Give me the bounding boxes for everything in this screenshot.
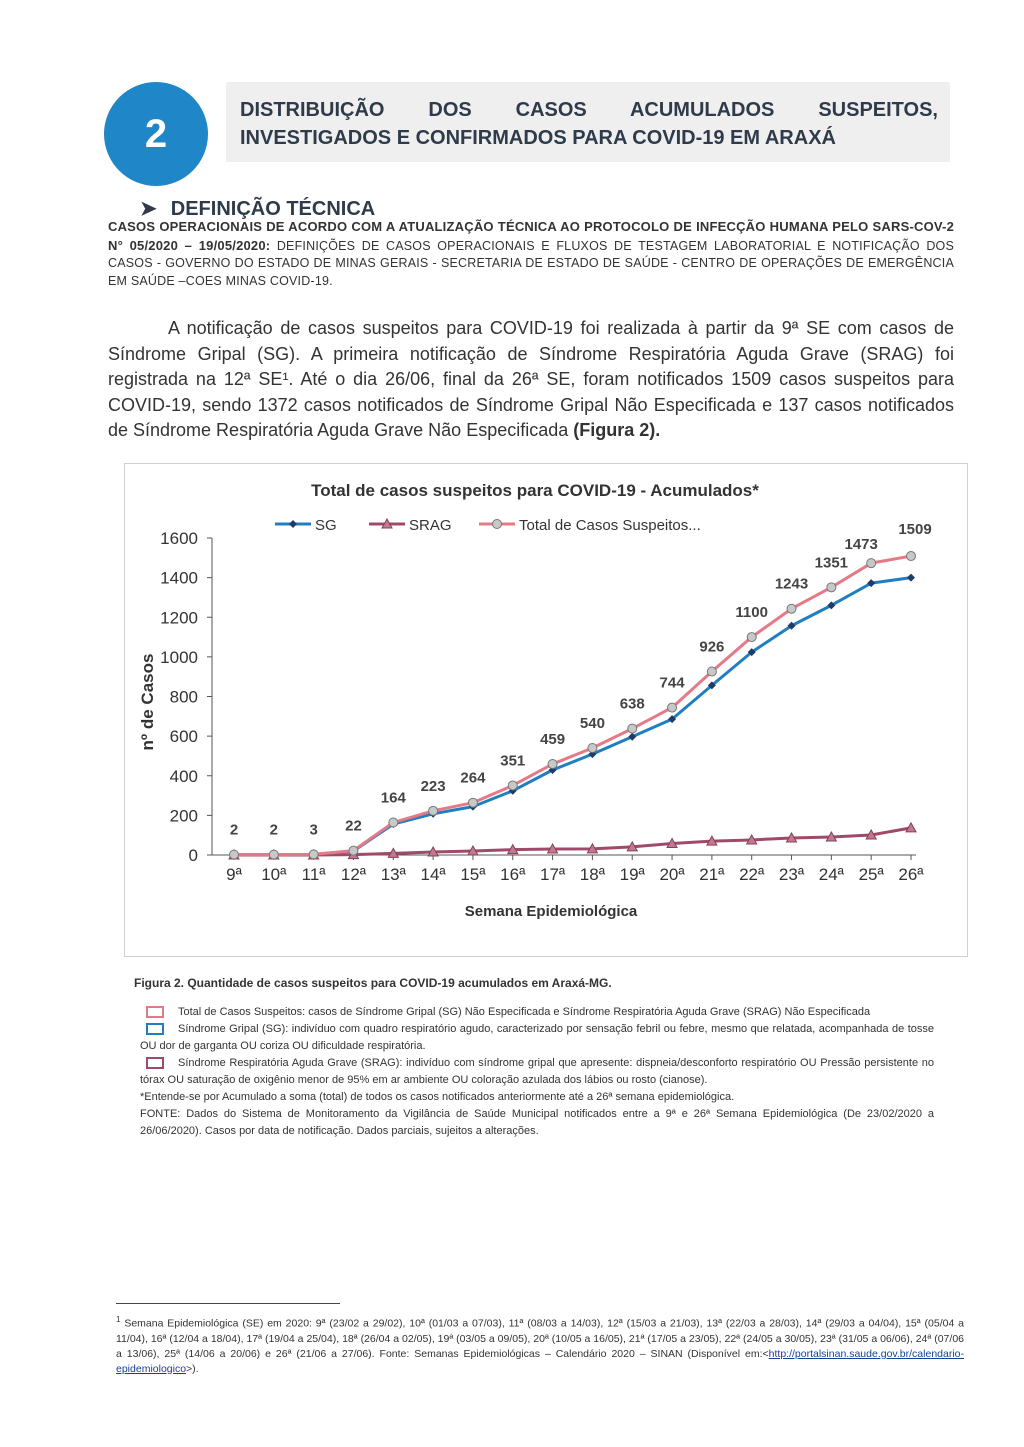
footnote-mark: 1 bbox=[116, 1315, 121, 1324]
y-tick-label: 200 bbox=[169, 806, 198, 826]
x-tick-label: 16ª bbox=[500, 865, 526, 884]
data-label: 264 bbox=[460, 769, 486, 787]
series-2-point-0 bbox=[230, 850, 239, 859]
legend-label-0: SG bbox=[315, 517, 337, 534]
x-tick-label: 22ª bbox=[739, 865, 765, 884]
y-axis-label: nº de Casos bbox=[138, 653, 157, 751]
note-source: FONTE: Dados do Sistema de Monitoramento da Vigilância de Saúde Municipal notificados entre a 9ª e 26ª Semana Epidemiológica (De 23/02/2020 a 26/06/2020). Casos por data de notificação. Dados parciais, sujeitos a alterações. bbox=[140, 1108, 934, 1137]
series-2-point-8 bbox=[548, 760, 557, 769]
series-line-0 bbox=[234, 575, 911, 855]
series-2-point-3 bbox=[349, 846, 358, 855]
series-2-point-2 bbox=[309, 850, 318, 859]
note-srag bbox=[140, 1055, 934, 1089]
data-label: 459 bbox=[540, 731, 566, 749]
x-tick-label: 14ª bbox=[420, 865, 446, 884]
legend-label-2: Total de Casos Suspeitos... bbox=[519, 517, 701, 534]
x-tick-label: 9ª bbox=[226, 865, 242, 884]
series-2-point-1 bbox=[269, 850, 278, 859]
x-tick-label: 10ª bbox=[261, 865, 287, 884]
series-2-point-11 bbox=[668, 703, 677, 712]
series-2-point-10 bbox=[628, 724, 637, 733]
legend-marker-0 bbox=[289, 520, 297, 528]
total-swatch-icon bbox=[146, 1006, 164, 1018]
x-axis-label: Semana Epidemiológica bbox=[464, 903, 638, 920]
series-2-point-12 bbox=[707, 667, 716, 676]
chart-title: Total de casos suspeitos para COVID-19 - Acumulados* bbox=[311, 481, 759, 500]
footnote-text: Semana Epidemiológica (SE) em 2020: 9ª (23/02 a 29/02), 10ª (01/03 a 07/03), 11ª (08/03 a 14/03), 12ª (15/03 a 21/03), 13ª (22/03 a 28/03), 14ª (29/03 a 04/04), 15ª (05/04 a 11/04), 16ª (12/04 a 18/04), 17ª (19/04 a 25/04), 18ª (26/04 a 02/05), 19ª (03/05 a 09/05), 20ª (10/05 a 16/05), 21ª (17/05 a 23/05), 22ª (24/05 a 30/05), 23ª (31/05 a 06/06), 24ª (07/06 a 13/06), 25ª (14/06 a 20/06) e 26ª (21/06 a 27/06). Fonte: Semanas Epidemiológicas – Calendário 2020 – SINAN (Disponível em:< bbox=[116, 1317, 964, 1360]
series-2-point-15 bbox=[827, 583, 836, 592]
data-label: 638 bbox=[619, 695, 645, 713]
data-label: 3 bbox=[309, 821, 318, 839]
definition-heading-text: DEFINIÇÃO TÉCNICA bbox=[170, 198, 376, 220]
srag-swatch-icon bbox=[146, 1057, 164, 1069]
footnote bbox=[116, 1312, 964, 1377]
data-label: 164 bbox=[380, 789, 406, 807]
y-tick-label: 0 bbox=[188, 846, 198, 865]
series-2-point-13 bbox=[747, 633, 756, 642]
footnote-link[interactable]: http://portalsinan.saude.gov.br/calendario-epidemiologico bbox=[116, 1347, 964, 1375]
data-label: 744 bbox=[659, 674, 685, 692]
x-tick-label: 25ª bbox=[858, 865, 884, 884]
definition-bold-text: CASOS OPERACIONAIS DE ACORDO COM A ATUALIZAÇÃO TÉCNICA AO PROTOCOLO DE INFECÇÃO HUMANA PELO SARS-COV-2 N° 05/2020 – 19/05/2020: bbox=[108, 219, 954, 253]
y-tick-label: 1600 bbox=[160, 529, 198, 548]
legend-label-1: SRAG bbox=[409, 517, 452, 534]
series-2-point-6 bbox=[468, 798, 477, 807]
section-number-badge: 2 bbox=[104, 82, 208, 186]
x-tick-label: 21ª bbox=[699, 865, 725, 884]
note-sg bbox=[140, 1021, 934, 1055]
x-tick-label: 18ª bbox=[579, 865, 606, 884]
series-0-point-17 bbox=[907, 574, 915, 582]
series-2-point-17 bbox=[907, 552, 916, 561]
y-tick-label: 1400 bbox=[160, 568, 198, 588]
body-paragraph bbox=[108, 316, 954, 444]
note-total-text: Total de Casos Suspeitos: casos de Síndrome Gripal (SG) Não Especificada e Síndrome Respiratória Aguda Grave (SRAG) Não Especificada bbox=[178, 1006, 871, 1018]
data-label: 1473 bbox=[844, 536, 878, 554]
data-label: 351 bbox=[500, 752, 526, 770]
y-tick-label: 600 bbox=[169, 727, 198, 747]
y-tick-label: 800 bbox=[169, 687, 198, 707]
data-label: 1243 bbox=[774, 575, 809, 593]
note-sg-text: Síndrome Gripal (SG): indivíduo com quadro respiratório agudo, caracterizado por sensação febril ou febre, mesmo que relatada, acompanhada de tosse OU dor de garganta OU coriza OU dificuldade respiratória. bbox=[140, 1023, 934, 1052]
x-tick-label: 24ª bbox=[818, 865, 844, 884]
series-2-point-9 bbox=[588, 744, 597, 753]
series-2-point-5 bbox=[429, 806, 438, 815]
x-tick-label: 13ª bbox=[380, 865, 406, 884]
footnote-rule bbox=[116, 1303, 340, 1304]
x-tick-label: 19ª bbox=[619, 865, 645, 884]
series-2-point-7 bbox=[508, 781, 517, 790]
x-tick-label: 26ª bbox=[898, 865, 924, 884]
series-line-2 bbox=[234, 556, 911, 855]
line-chart bbox=[125, 464, 967, 956]
y-tick-label: 1000 bbox=[160, 647, 198, 667]
data-label: 540 bbox=[579, 715, 605, 733]
figure-caption: Figura 2. Quantidade de casos suspeitos para COVID-19 acumulados em Araxá-MG. bbox=[134, 976, 612, 990]
y-tick-label: 400 bbox=[169, 766, 198, 786]
definition-text bbox=[108, 218, 954, 290]
x-tick-label: 17ª bbox=[539, 865, 566, 884]
data-label: 2 bbox=[269, 821, 278, 839]
data-label: 1509 bbox=[898, 521, 932, 539]
x-tick-label: 20ª bbox=[659, 865, 685, 884]
data-label: 926 bbox=[699, 638, 725, 656]
legend-marker-2 bbox=[493, 520, 502, 529]
data-label: 22 bbox=[345, 817, 362, 835]
data-label: 1351 bbox=[814, 554, 849, 572]
figure-reference: (Figura 2). bbox=[573, 420, 661, 440]
sg-swatch-icon bbox=[146, 1023, 164, 1035]
data-label: 223 bbox=[420, 777, 446, 795]
data-label: 2 bbox=[229, 821, 239, 839]
y-tick-label: 1200 bbox=[160, 608, 198, 628]
series-2-point-16 bbox=[867, 559, 876, 568]
series-2-point-4 bbox=[389, 818, 398, 827]
footnote-tail: >). bbox=[186, 1362, 199, 1375]
note-total bbox=[140, 1004, 934, 1021]
body-paragraph-text: A notificação de casos suspeitos para COVID-19 foi realizada à partir da 9ª SE com casos de Síndrome Gripal (SG). A primeira notificação de Síndrome Respiratória Aguda Grave (SRAG) foi registrada na 12ª SE¹. Até o dia 26/06, final da 26ª SE, foram notificados 1509 casos suspeitos para COVID-19, sendo 1372 casos notificados de Síndrome Gripal Não Especificada e 137 casos notificados de Síndrome Respiratória Aguda Grave Não Especificada bbox=[108, 318, 954, 440]
data-label: 1100 bbox=[735, 604, 768, 622]
figure-notes bbox=[140, 1004, 934, 1140]
note-srag-text: Síndrome Respiratória Aguda Grave (SRAG): indivíduo com síndrome gripal que apresente: dispneia/desconforto respiratório OU Pressão persistente no tórax OU saturação de oxigênio menor de 95% em ar ambiente OU coloração azulada dos lábios ou rosto (cianose). bbox=[140, 1057, 934, 1086]
x-tick-label: 11ª bbox=[301, 865, 326, 884]
arrow-bullet-icon: ➤ bbox=[140, 198, 157, 220]
series-2-point-14 bbox=[787, 604, 796, 613]
x-tick-label: 23ª bbox=[778, 865, 805, 884]
definition-body-text: DEFINIÇÕES DE CASOS OPERACIONAIS E FLUXOS DE TESTAGEM LABORATORIAL E NOTIFICAÇÃO DOS CASOS - GOVERNO DO ESTADO DE MINAS GERAIS - SECRETARIA DE ESTADO DE SAÚDE - CENTRO DE OPERAÇÕES DE EMERGÊNCIA EM SAÚDE –COES MINAS COVID-19. bbox=[108, 238, 955, 288]
note-star: *Entende-se por Acumulado a soma (total) de todos os casos notificados anteriormente até a 26ª semana epidemiológica. bbox=[140, 1091, 735, 1103]
section-title: DISTRIBUIÇÃO DOS CASOS ACUMULADOS SUSPEITOS, INVESTIGADOS E CONFIRMADOS PARA COVID-19 EM ARAXÁ bbox=[240, 99, 938, 149]
x-tick-label: 15ª bbox=[460, 865, 486, 884]
x-tick-label: 12ª bbox=[340, 865, 367, 884]
chart-frame bbox=[124, 463, 968, 957]
